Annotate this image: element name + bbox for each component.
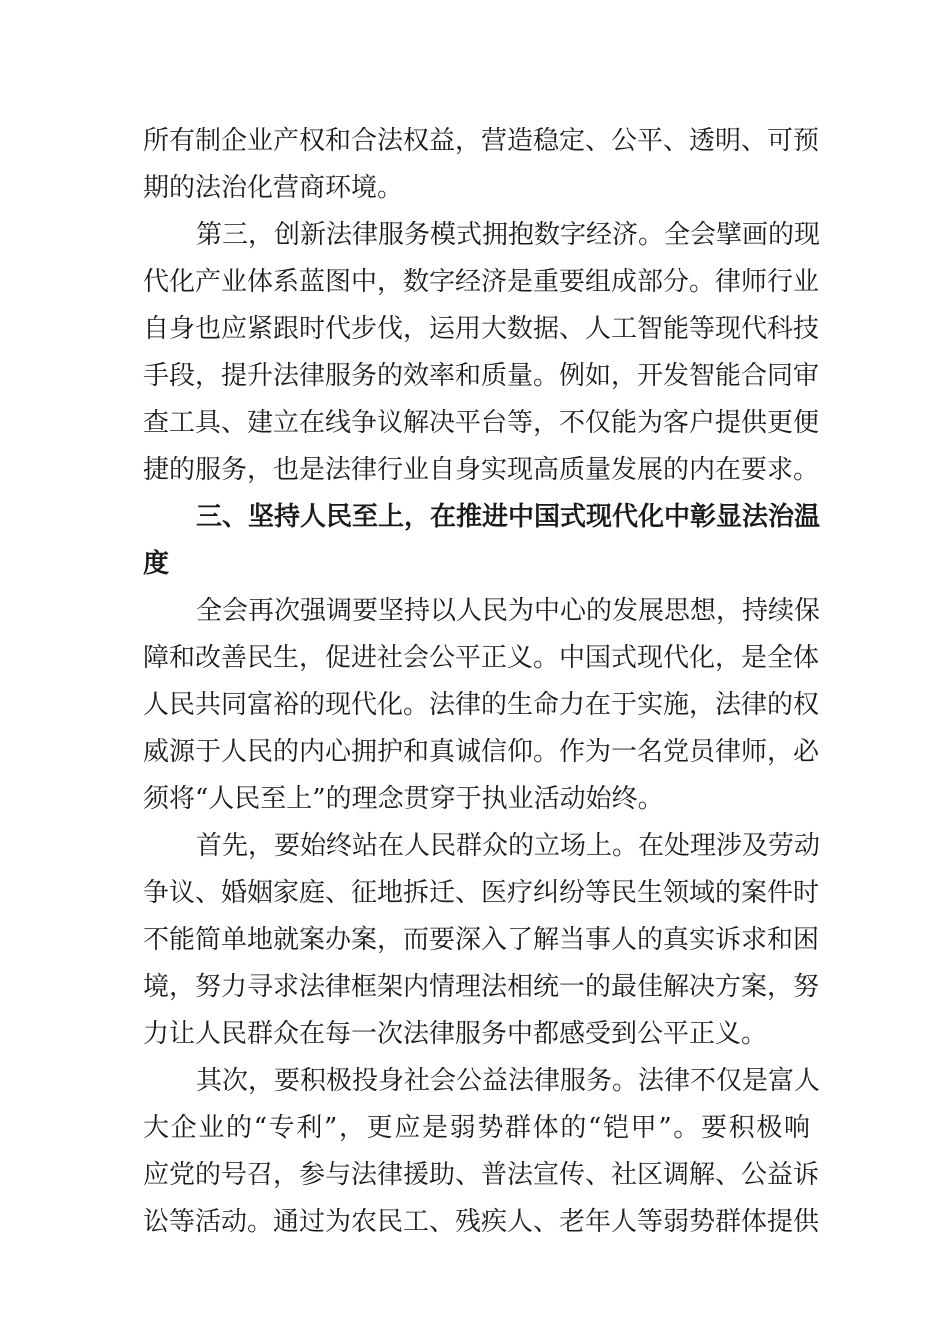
heading-line: 度 (143, 549, 170, 579)
text-line: 首先，要始终站在人民群众的立场上。在处理涉及劳动 (196, 831, 821, 861)
text-line: 期的法治化营商环境。 (143, 173, 404, 203)
text-line: 力让人民群众在每一次法律服务中都感受到公平正义。 (143, 1019, 768, 1049)
text-line: 所有制企业产权和合法权益，营造稳定、公平、透明、可预 (143, 126, 820, 156)
text-line: 捷的服务，也是法律行业自身实现高质量发展的内在要求。 (143, 455, 820, 485)
paragraph-first-point (143, 823, 821, 1058)
document-page (143, 118, 821, 1246)
paragraph-continuation (143, 118, 820, 212)
text-line: 查工具、建立在线争议解决平台等，不仅能为客户提供更便 (143, 408, 820, 438)
text-line: 人民共同富裕的现代化。法律的生命力在于实施，法律的权 (143, 690, 820, 720)
text-line: 障和改善民生，促进社会公平正义。中国式现代化，是全体 (143, 643, 820, 673)
text-line: 争议、婚姻家庭、征地拆迁、医疗纠纷等民生领域的案件时 (143, 878, 820, 908)
text-line: 须将“人民至上”的理念贯穿于执业活动始终。 (143, 784, 664, 814)
text-line: 应党的号召，参与法律援助、普法宣传、社区调解、公益诉 (143, 1160, 820, 1190)
paragraph-third-point (143, 212, 821, 494)
text-line: 自身也应紧跟时代步伐，运用大数据、人工智能等现代科技 (143, 314, 820, 344)
section-heading (143, 494, 821, 588)
text-line: 代化产业体系蓝图中，数字经济是重要组成部分。律师行业 (143, 267, 820, 297)
text-line: 威源于人民的内心拥护和真诚信仰。作为一名党员律师，必 (143, 737, 820, 767)
paragraph-second-point (143, 1058, 821, 1246)
text-line: 第三，创新法律服务模式拥抱数字经济。全会擘画的现 (196, 220, 821, 250)
text-line: 全会再次强调要坚持以人民为中心的发展思想，持续保 (196, 596, 821, 626)
text-line: 不能简单地就案办案，而要深入了解当事人的真实诉求和困 (143, 925, 820, 955)
paragraph-people-first (143, 588, 821, 823)
text-line: 境，努力寻求法律框架内情理法相统一的最佳解决方案，努 (143, 972, 820, 1002)
text-line: 大企业的“专利”，更应是弱势群体的“铠甲”。要积极响 (143, 1113, 810, 1143)
text-line: 其次，要积极投身社会公益法律服务。法律不仅是富人 (196, 1066, 821, 1096)
text-line: 讼等活动。通过为农民工、残疾人、老年人等弱势群体提供 (143, 1207, 820, 1237)
text-line: 手段，提升法律服务的效率和质量。例如，开发智能合同审 (143, 361, 820, 391)
heading-line: 三、坚持人民至上，在推进中国式现代化中彰显法治温 (196, 502, 821, 532)
